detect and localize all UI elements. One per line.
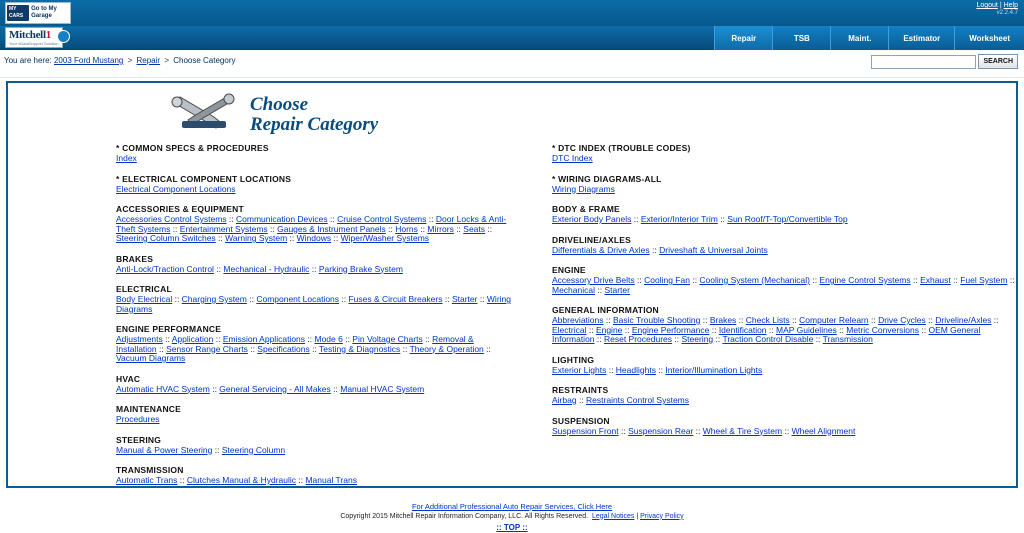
- link-separator: ::: [603, 315, 613, 325]
- category-link-list: [552, 185, 1016, 195]
- category-group: [552, 385, 1016, 406]
- category-link-list: [116, 446, 512, 456]
- link-separator: ::: [327, 214, 338, 224]
- category-link[interactable]: Identification: [718, 324, 767, 335]
- page-title: [250, 95, 378, 135]
- category-group-title: * DTC INDEX (TROUBLE CODES): [552, 143, 691, 153]
- link-separator: ::: [925, 315, 936, 325]
- footer-legal-separator: |: [636, 512, 639, 520]
- category-link[interactable]: Computer Relearn: [799, 315, 869, 325]
- link-separator: ::: [212, 444, 222, 455]
- link-separator: ::: [836, 324, 847, 335]
- content-frame: [6, 81, 1018, 532]
- category-link[interactable]: Drive Cycles: [878, 315, 926, 325]
- link-separator: ::: [717, 214, 728, 224]
- link-separator: ::: [789, 315, 800, 325]
- tab-maint[interactable]: Maint.: [830, 26, 888, 50]
- link-separator: ::: [672, 334, 682, 344]
- category-link[interactable]: Pin Voltage Charts: [352, 334, 423, 344]
- link-separator: ::: [634, 275, 645, 285]
- category-link[interactable]: Specifications: [257, 343, 310, 354]
- right-category-column: [512, 143, 1016, 496]
- link-separator: ::: [426, 214, 436, 224]
- category-link[interactable]: Vacuum Diagrams: [116, 353, 186, 363]
- link-separator: ::: [766, 324, 776, 335]
- category-link[interactable]: Adjustments: [116, 334, 163, 344]
- link-separator: ::: [247, 343, 258, 354]
- category-link[interactable]: Mode 6: [314, 334, 343, 344]
- category-link[interactable]: Theory & Operation: [409, 343, 484, 354]
- category-link[interactable]: Charging System: [181, 294, 247, 304]
- category-link[interactable]: Exhaust: [920, 275, 951, 285]
- category-group-title: ELECTRICAL: [116, 284, 172, 294]
- brand-badge-icon: [57, 30, 70, 43]
- pro-services-link[interactable]: For Additional Professional Auto Repair Services, Click Here: [411, 501, 613, 511]
- link-separator: ::: [172, 294, 182, 304]
- link-separator: ::: [991, 315, 999, 325]
- category-link[interactable]: Fuses & Circuit Breakers: [348, 294, 443, 304]
- link-separator: ::: [477, 294, 487, 304]
- page-footer: [8, 502, 1016, 532]
- category-link[interactable]: Starter: [451, 294, 478, 304]
- category-link-list: [552, 276, 1016, 295]
- category-link-list: [552, 154, 1016, 164]
- category-link[interactable]: Mechanical - Hydraulic: [223, 263, 310, 274]
- category-link-list: [552, 215, 1016, 225]
- link-separator: ::: [305, 334, 315, 344]
- brand-tagline: Your eDataSupport Solution: [9, 40, 59, 46]
- category-link[interactable]: Airbag: [552, 395, 577, 405]
- category-link[interactable]: Wiring Diagrams: [552, 183, 615, 194]
- category-group: [552, 355, 1016, 376]
- category-link[interactable]: Exterior/Interior Trim: [640, 214, 718, 224]
- mitchell1-wordmark: [9, 30, 58, 41]
- category-link[interactable]: Metric Conversions: [846, 324, 919, 335]
- category-link[interactable]: Parking Brake System: [318, 263, 403, 274]
- link-separator: ::: [594, 334, 604, 344]
- help-link[interactable]: Help: [1003, 2, 1018, 9]
- link-separator: ::: [813, 334, 823, 344]
- link-separator: ::: [618, 425, 629, 436]
- copyright-text: Copyright 2015 Mitchell Repair Information Company, LLC. All Rights Reserved.: [340, 512, 589, 520]
- category-group-title: BRAKES: [116, 253, 154, 264]
- link-separator: ::: [700, 315, 710, 325]
- category-group-title: ACCESSORIES & EQUIPMENT: [116, 204, 244, 214]
- category-link[interactable]: Windows: [296, 233, 332, 243]
- category-group-title: ENGINE PERFORMANCE: [116, 324, 222, 334]
- link-separator: ::: [170, 223, 180, 234]
- link-separator: ::: [782, 425, 792, 436]
- category-link[interactable]: Removal & Installation: [116, 334, 474, 354]
- category-link[interactable]: Communication Devices: [236, 214, 328, 224]
- category-link[interactable]: Automatic Trans: [116, 475, 178, 485]
- category-link[interactable]: Starter: [604, 284, 630, 295]
- category-link[interactable]: Manual Trans: [305, 475, 357, 485]
- version-label: v2.2.4.7: [996, 10, 1018, 16]
- link-separator: ::: [595, 284, 605, 295]
- link-separator: ::: [736, 315, 746, 325]
- category-link-list: [116, 385, 512, 395]
- category-link[interactable]: Mechanical: [552, 284, 595, 295]
- link-separator: ::: [162, 334, 172, 344]
- brand-name-numeral: 1: [45, 28, 51, 41]
- wrench-icon: [168, 91, 240, 140]
- category-link[interactable]: Wheel Alignment: [791, 425, 856, 436]
- category-link[interactable]: Seats: [463, 223, 486, 234]
- page-title-line2: Repair Category: [250, 114, 379, 135]
- search-area: [871, 54, 1018, 69]
- category-link[interactable]: Exterior Body Panels: [552, 214, 632, 224]
- category-group-title: LIGHTING: [552, 354, 595, 365]
- category-group: [116, 465, 512, 486]
- breadcrumb-prefix: You are here:: [4, 56, 52, 65]
- category-link-list: [552, 396, 1016, 406]
- link-separator: ::: [156, 343, 167, 354]
- link-separator: ::: [213, 334, 223, 344]
- category-link[interactable]: Reset Procedures: [603, 334, 673, 344]
- top-links-divider: |: [999, 2, 1002, 9]
- category-link[interactable]: Steering Column Switches: [116, 233, 216, 243]
- category-link[interactable]: Accessory Drive Belts: [552, 275, 635, 285]
- category-link-list: [552, 366, 1016, 376]
- category-link-list: [116, 335, 512, 364]
- category-link[interactable]: Electrical Component Locations: [116, 183, 236, 194]
- page-title-line1: Choose: [250, 94, 309, 115]
- tab-estimator[interactable]: Estimator: [888, 26, 954, 50]
- link-separator: ::: [267, 223, 278, 234]
- my-garage-label: Go to My Garage: [31, 6, 57, 19]
- category-group: [552, 265, 1016, 295]
- category-link[interactable]: MAP Guidelines: [776, 324, 837, 335]
- category-group: [116, 435, 512, 456]
- category-link[interactable]: Sun Roof/T-Top/Convertible Top: [727, 214, 848, 224]
- category-link-list: [116, 154, 512, 164]
- category-link[interactable]: Cruise Control Systems: [337, 214, 427, 224]
- link-separator: ::: [1007, 275, 1015, 285]
- category-link[interactable]: Manual HVAC System: [340, 383, 425, 394]
- breadcrumb-separator-1: >: [127, 56, 133, 65]
- category-link[interactable]: Engine Control Systems: [819, 275, 911, 285]
- category-link[interactable]: Automatic HVAC System: [116, 383, 210, 394]
- link-separator: ::: [868, 315, 879, 325]
- category-link[interactable]: Index: [116, 153, 137, 163]
- category-group-title: * COMMON SPECS & PROCEDURES: [116, 143, 269, 153]
- page-title-area: [8, 83, 1016, 141]
- category-link[interactable]: Wiper/Washer Systems: [340, 233, 430, 243]
- category-group: [116, 143, 512, 164]
- category-link[interactable]: Entertainment Systems: [179, 223, 268, 234]
- link-separator: ::: [919, 324, 929, 335]
- category-link-list: [116, 476, 512, 486]
- tab-worksheet[interactable]: Worksheet: [954, 26, 1024, 50]
- link-separator: ::: [296, 475, 306, 485]
- category-link[interactable]: Steering: [681, 334, 714, 344]
- link-separator: ::: [622, 324, 632, 335]
- link-separator: ::: [331, 233, 341, 243]
- category-group: [552, 305, 1016, 345]
- breadcrumb-separator-2: >: [164, 56, 169, 65]
- category-link-list: [116, 185, 512, 195]
- category-link[interactable]: Testing & Diagnostics: [319, 343, 401, 354]
- breadcrumb-vehicle[interactable]: 2003 Ford Mustang: [53, 56, 124, 65]
- category-link-list: [116, 215, 512, 244]
- category-link[interactable]: Gauges & Instrument Panels: [277, 223, 386, 234]
- category-link[interactable]: DTC Index: [552, 153, 593, 163]
- category-group-title: TRANSMISSION: [116, 465, 184, 475]
- breadcrumb: [4, 56, 235, 65]
- category-link[interactable]: Horns: [395, 223, 418, 234]
- category-link-list: [116, 415, 512, 425]
- category-group-title: BODY & FRAME: [552, 204, 620, 214]
- category-group: [116, 374, 512, 395]
- category-link[interactable]: Accessories Control Systems: [116, 214, 227, 224]
- back-to-top-link[interactable]: :: TOP ::: [496, 522, 528, 532]
- category-group: [116, 204, 512, 244]
- my-garage-button[interactable]: [5, 2, 71, 24]
- link-separator: ::: [209, 383, 220, 394]
- link-separator: ::: [339, 294, 349, 304]
- category-group: [552, 143, 1016, 164]
- category-group-title: HVAC: [116, 373, 141, 384]
- link-separator: ::: [442, 294, 452, 304]
- link-separator: ::: [950, 275, 961, 285]
- link-separator: ::: [713, 334, 723, 344]
- category-link[interactable]: Cooling System (Mechanical): [699, 275, 810, 285]
- category-link[interactable]: Wiring Diagrams: [116, 294, 511, 314]
- category-link[interactable]: Exterior Lights: [552, 364, 607, 375]
- tab-tsb[interactable]: TSB: [772, 26, 830, 50]
- left-category-column: [8, 143, 512, 496]
- category-group-title: DRIVELINE/AXLES: [552, 234, 632, 245]
- link-separator: ::: [417, 223, 428, 234]
- link-separator: ::: [385, 223, 396, 234]
- category-link[interactable]: Fuel System: [960, 275, 1008, 285]
- link-separator: ::: [709, 324, 719, 335]
- link-separator: ::: [649, 244, 660, 255]
- link-separator: ::: [309, 263, 319, 274]
- category-link[interactable]: Engine: [595, 324, 623, 335]
- category-group: [116, 284, 512, 314]
- category-link[interactable]: Component Locations: [256, 294, 340, 304]
- tab-repair[interactable]: Repair: [714, 26, 772, 50]
- link-separator: ::: [809, 275, 820, 285]
- top-bar: [0, 0, 1024, 26]
- category-group: [116, 254, 512, 275]
- link-separator: ::: [246, 294, 257, 304]
- category-link[interactable]: Cooling Fan: [644, 275, 690, 285]
- link-separator: ::: [655, 364, 666, 375]
- category-link[interactable]: Suspension Front: [552, 425, 619, 436]
- breadcrumb-repair[interactable]: Repair: [136, 56, 161, 65]
- category-link[interactable]: Abbreviations: [552, 315, 604, 325]
- top-right-links: [976, 2, 1018, 16]
- category-link[interactable]: Sensor Range Charts: [166, 343, 248, 354]
- brand-name-text: Mitchell: [9, 28, 46, 41]
- category-link[interactable]: Body Electrical: [116, 294, 173, 304]
- category-link[interactable]: Headlights: [615, 364, 656, 375]
- category-columns: [8, 141, 1016, 496]
- category-link[interactable]: Electrical: [552, 324, 587, 335]
- category-link[interactable]: Brakes: [709, 315, 737, 325]
- category-link[interactable]: Emission Applications: [222, 334, 306, 344]
- category-link[interactable]: OEM General Information: [552, 324, 981, 344]
- link-separator: ::: [330, 383, 341, 394]
- mitchell1-logo[interactable]: [5, 27, 63, 48]
- link-separator: ::: [342, 334, 353, 344]
- link-separator: ::: [689, 275, 700, 285]
- privacy-policy-link[interactable]: Privacy Policy: [640, 512, 684, 520]
- category-group-title: SUSPENSION: [552, 415, 610, 426]
- category-link[interactable]: Mirrors: [427, 223, 454, 234]
- main-nav-tabs: [714, 26, 1024, 50]
- link-separator: ::: [177, 475, 187, 485]
- category-link-list: [552, 246, 1016, 256]
- category-link[interactable]: Driveline/Axles: [935, 315, 992, 325]
- category-link[interactable]: Wheel & Tire System: [702, 425, 783, 436]
- breadcrumb-row: [0, 50, 1024, 78]
- category-link-list: [116, 265, 512, 275]
- search-input[interactable]: [871, 55, 976, 69]
- category-link[interactable]: Traction Control Disable: [722, 334, 814, 344]
- category-link[interactable]: Driveshaft & Universal Joints: [659, 244, 768, 255]
- category-link[interactable]: Differentials & Drive Axles: [552, 244, 650, 255]
- category-group-title: STEERING: [116, 434, 162, 445]
- category-group: [552, 174, 1016, 195]
- category-link-list: [116, 295, 512, 314]
- link-separator: ::: [226, 214, 236, 224]
- category-link[interactable]: Suspension Rear: [628, 425, 694, 436]
- category-link[interactable]: Check Lists: [745, 315, 790, 325]
- category-group-title: RESTRAINTS: [552, 385, 609, 395]
- link-separator: ::: [215, 233, 226, 243]
- link-separator: ::: [631, 214, 641, 224]
- link-separator: ::: [576, 395, 587, 405]
- legal-notices-link[interactable]: Legal Notices: [591, 512, 635, 520]
- link-separator: ::: [693, 425, 703, 436]
- search-button[interactable]: SEARCH: [978, 54, 1018, 69]
- link-separator: ::: [606, 364, 616, 375]
- link-separator: ::: [213, 263, 224, 274]
- category-link[interactable]: General Servicing - All Makes: [219, 383, 331, 394]
- link-separator: ::: [485, 223, 493, 234]
- brand-bar: [0, 26, 1024, 50]
- category-group-title: * WIRING DIAGRAMS-ALL: [552, 173, 662, 184]
- category-link[interactable]: Transmission: [822, 334, 873, 344]
- category-link[interactable]: Application: [171, 334, 214, 344]
- link-separator: ::: [910, 275, 921, 285]
- link-separator: ::: [422, 334, 433, 344]
- category-link-list: [552, 316, 1016, 345]
- category-group-title: * ELECTRICAL COMPONENT LOCATIONS: [116, 173, 292, 184]
- category-link[interactable]: Door Locks & Anti-Theft Systems: [116, 214, 507, 234]
- category-link[interactable]: Clutches Manual & Hydraulic: [186, 475, 297, 485]
- category-link[interactable]: Engine Performance: [631, 324, 710, 335]
- category-group: [552, 204, 1016, 225]
- category-group: [116, 174, 512, 195]
- category-group-title: MAINTENANCE: [116, 404, 182, 414]
- category-group: [552, 416, 1016, 437]
- link-separator: ::: [453, 223, 464, 234]
- category-link[interactable]: Manual & Power Steering: [116, 444, 213, 455]
- link-separator: ::: [586, 324, 596, 335]
- category-group: [552, 235, 1016, 256]
- category-link[interactable]: Warning System: [225, 233, 288, 243]
- category-group-title: GENERAL INFORMATION: [552, 305, 659, 315]
- breadcrumb-current: Choose Category: [173, 56, 236, 65]
- category-link[interactable]: Basic Trouble Shooting: [612, 315, 701, 325]
- category-link[interactable]: Procedures: [116, 414, 160, 424]
- category-link-list: [552, 427, 1016, 437]
- logout-link[interactable]: Logout: [976, 2, 998, 9]
- my-cars-logo: MY CARS: [7, 5, 29, 21]
- category-group: [116, 324, 512, 364]
- category-group: [116, 404, 512, 425]
- category-link[interactable]: Steering Column: [221, 444, 286, 455]
- category-link[interactable]: Anti-Lock/Traction Control: [116, 263, 214, 274]
- link-separator: ::: [400, 343, 410, 354]
- link-separator: ::: [309, 343, 320, 354]
- category-group-title: ENGINE: [552, 265, 586, 275]
- link-separator: ::: [287, 233, 297, 243]
- link-separator: ::: [483, 343, 491, 354]
- category-link[interactable]: Interior/Illumination Lights: [665, 364, 763, 375]
- category-link[interactable]: Restraints Control Systems: [586, 395, 690, 405]
